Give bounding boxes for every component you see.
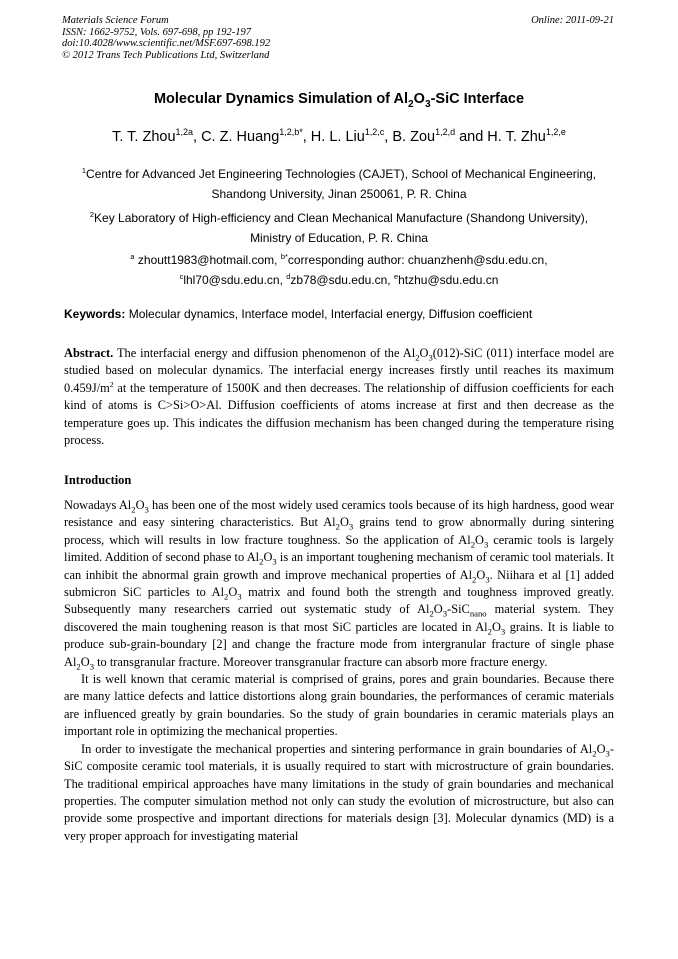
journal-doi: doi:10.4028/www.scientific.net/MSF.697-698.192 [62, 38, 271, 49]
intro-paragraph-2: It is well known that ceramic material is comprised of grains, pores and grain boundaries. Because there are many lattice defects and lattice distortions along grain boundaries, the performances of ceramic materials are influenced greatly by grain boundaries. So the study of grain boundaries in ceramic materials plays an important role in optimizing the mechanical properties. [64, 672, 614, 739]
intro-paragraph-1: Nowadays $Al_2O_3$ has been one of the most widely used ceramics tools because of its high hardness, good wear resistance and easy sintering characteristics. But $Al_2O_3$ grains tend to grow abnormally during sintering process, which will results in low fracture toughness. So the application of $Al_2O_3$ ceramic tools is largely limited. Addition of second phase to $Al_2O_3$ is an important toughening mechanism of ceramic tool materials. It can inhibit the abnormal grain growth and improve mechanical properties of $Al_2O_3$. Niihara et al [1] added submicron SiC particles to $Al_2O_3$ matrix and found both the strength and toughness improved greatly. Subsequently many researchers carried out systematic study of $Al_2O_3-SiC_{nano}$ material system. They discovered the main toughening reason is that most SiC particles are located in $Al_2O_3$ grains. It is liable to produce sub-grain-boundary [2] and change the fracture mode from intergranular fracture of single phase $Al_2O_3$ to transgranular fracture. Moreover transgranular fracture can absorb more fracture energy. [64, 498, 614, 672]
online-date: Online: 2011-09-21 [531, 15, 614, 26]
introduction-heading: Introduction [64, 473, 132, 487]
intro-paragraph-3: In order to investigate the mechanical properties and sintering performance in grain boundaries of $Al_2O_3$-SiC composite ceramic tool materials, it is usually required to start with microstructure of grain boundaries. The traditional empirical approaches have many limitations in the study of grain boundaries and mechanical properties. The computer simulation method not only can study the evolution of microstructure, but also can provide some prospective and important directions for materials design [3]. Molecular dynamics (MD) is a very proper approach for investigating material [64, 741, 614, 843]
author-emails: $^a$ zhoutt1983@hotmail.com, $^{b*}$corresponding author: chuanzhenh@sdu.edu.cn, $^c$lhl70@sdu.edu.cn, $^d$zb78@sdu.edu.cn, $^e$htzhu@sdu.edu.cn [130, 252, 548, 287]
journal-name: Materials Science Forum [62, 15, 169, 26]
affiliation-2: $^2$Key Laboratory of High-efficiency and Clean Mechanical Manufacture (Shandong University), Ministry of Education, P. R. China [89, 210, 589, 245]
affiliation-1: $^1$Centre for Advanced Jet Engineering Technologies (CAJET), School of Mechanical Engineering, Shandong University, Jinan 250061, P. R. China [81, 166, 597, 201]
journal-header [62, 15, 270, 61]
journal-issn: ISSN: 1662-9752, Vols. 697-698, pp 192-197 [62, 26, 251, 38]
introduction-body [64, 497, 614, 845]
journal-copyright: © 2012 Trans Tech Publications Ltd, Switzerland [62, 49, 270, 61]
keywords: Keywords: Molecular dynamics, Interface model, Interfacial energy, Diffusion coefficient [64, 307, 533, 321]
abstract: Abstract. The interfacial energy and diffusion phenomenon of the $Al_2O_3(012)$-SiC (011) interface model are studied based on molecular dynamics. The interfacial energy increases firstly until reaches its maximum $0.459J/m^2$ at the temperature of 1500K and then decreases. The relationship of diffusion coefficients for each kind of atoms is C>Si>O>Al. Diffusion coefficients of atoms increase at first and then decrease as the temperature goes up. This indicates the diffusion mechanism has been changed during the temperature rising process. [64, 346, 615, 448]
paper-title: Molecular Dynamics Simulation of $Al_2O_3$-SiC Interface [153, 91, 525, 110]
author-list: T. T. Zhou$^{1,2a}$, C. Z. Huang$^{1,2,b*}$, H. L. Liu$^{1,2,c}$, B. Zou$^{1,2,d}$ and H. T. Zhu$^{1,2,e}$ [112, 127, 566, 145]
